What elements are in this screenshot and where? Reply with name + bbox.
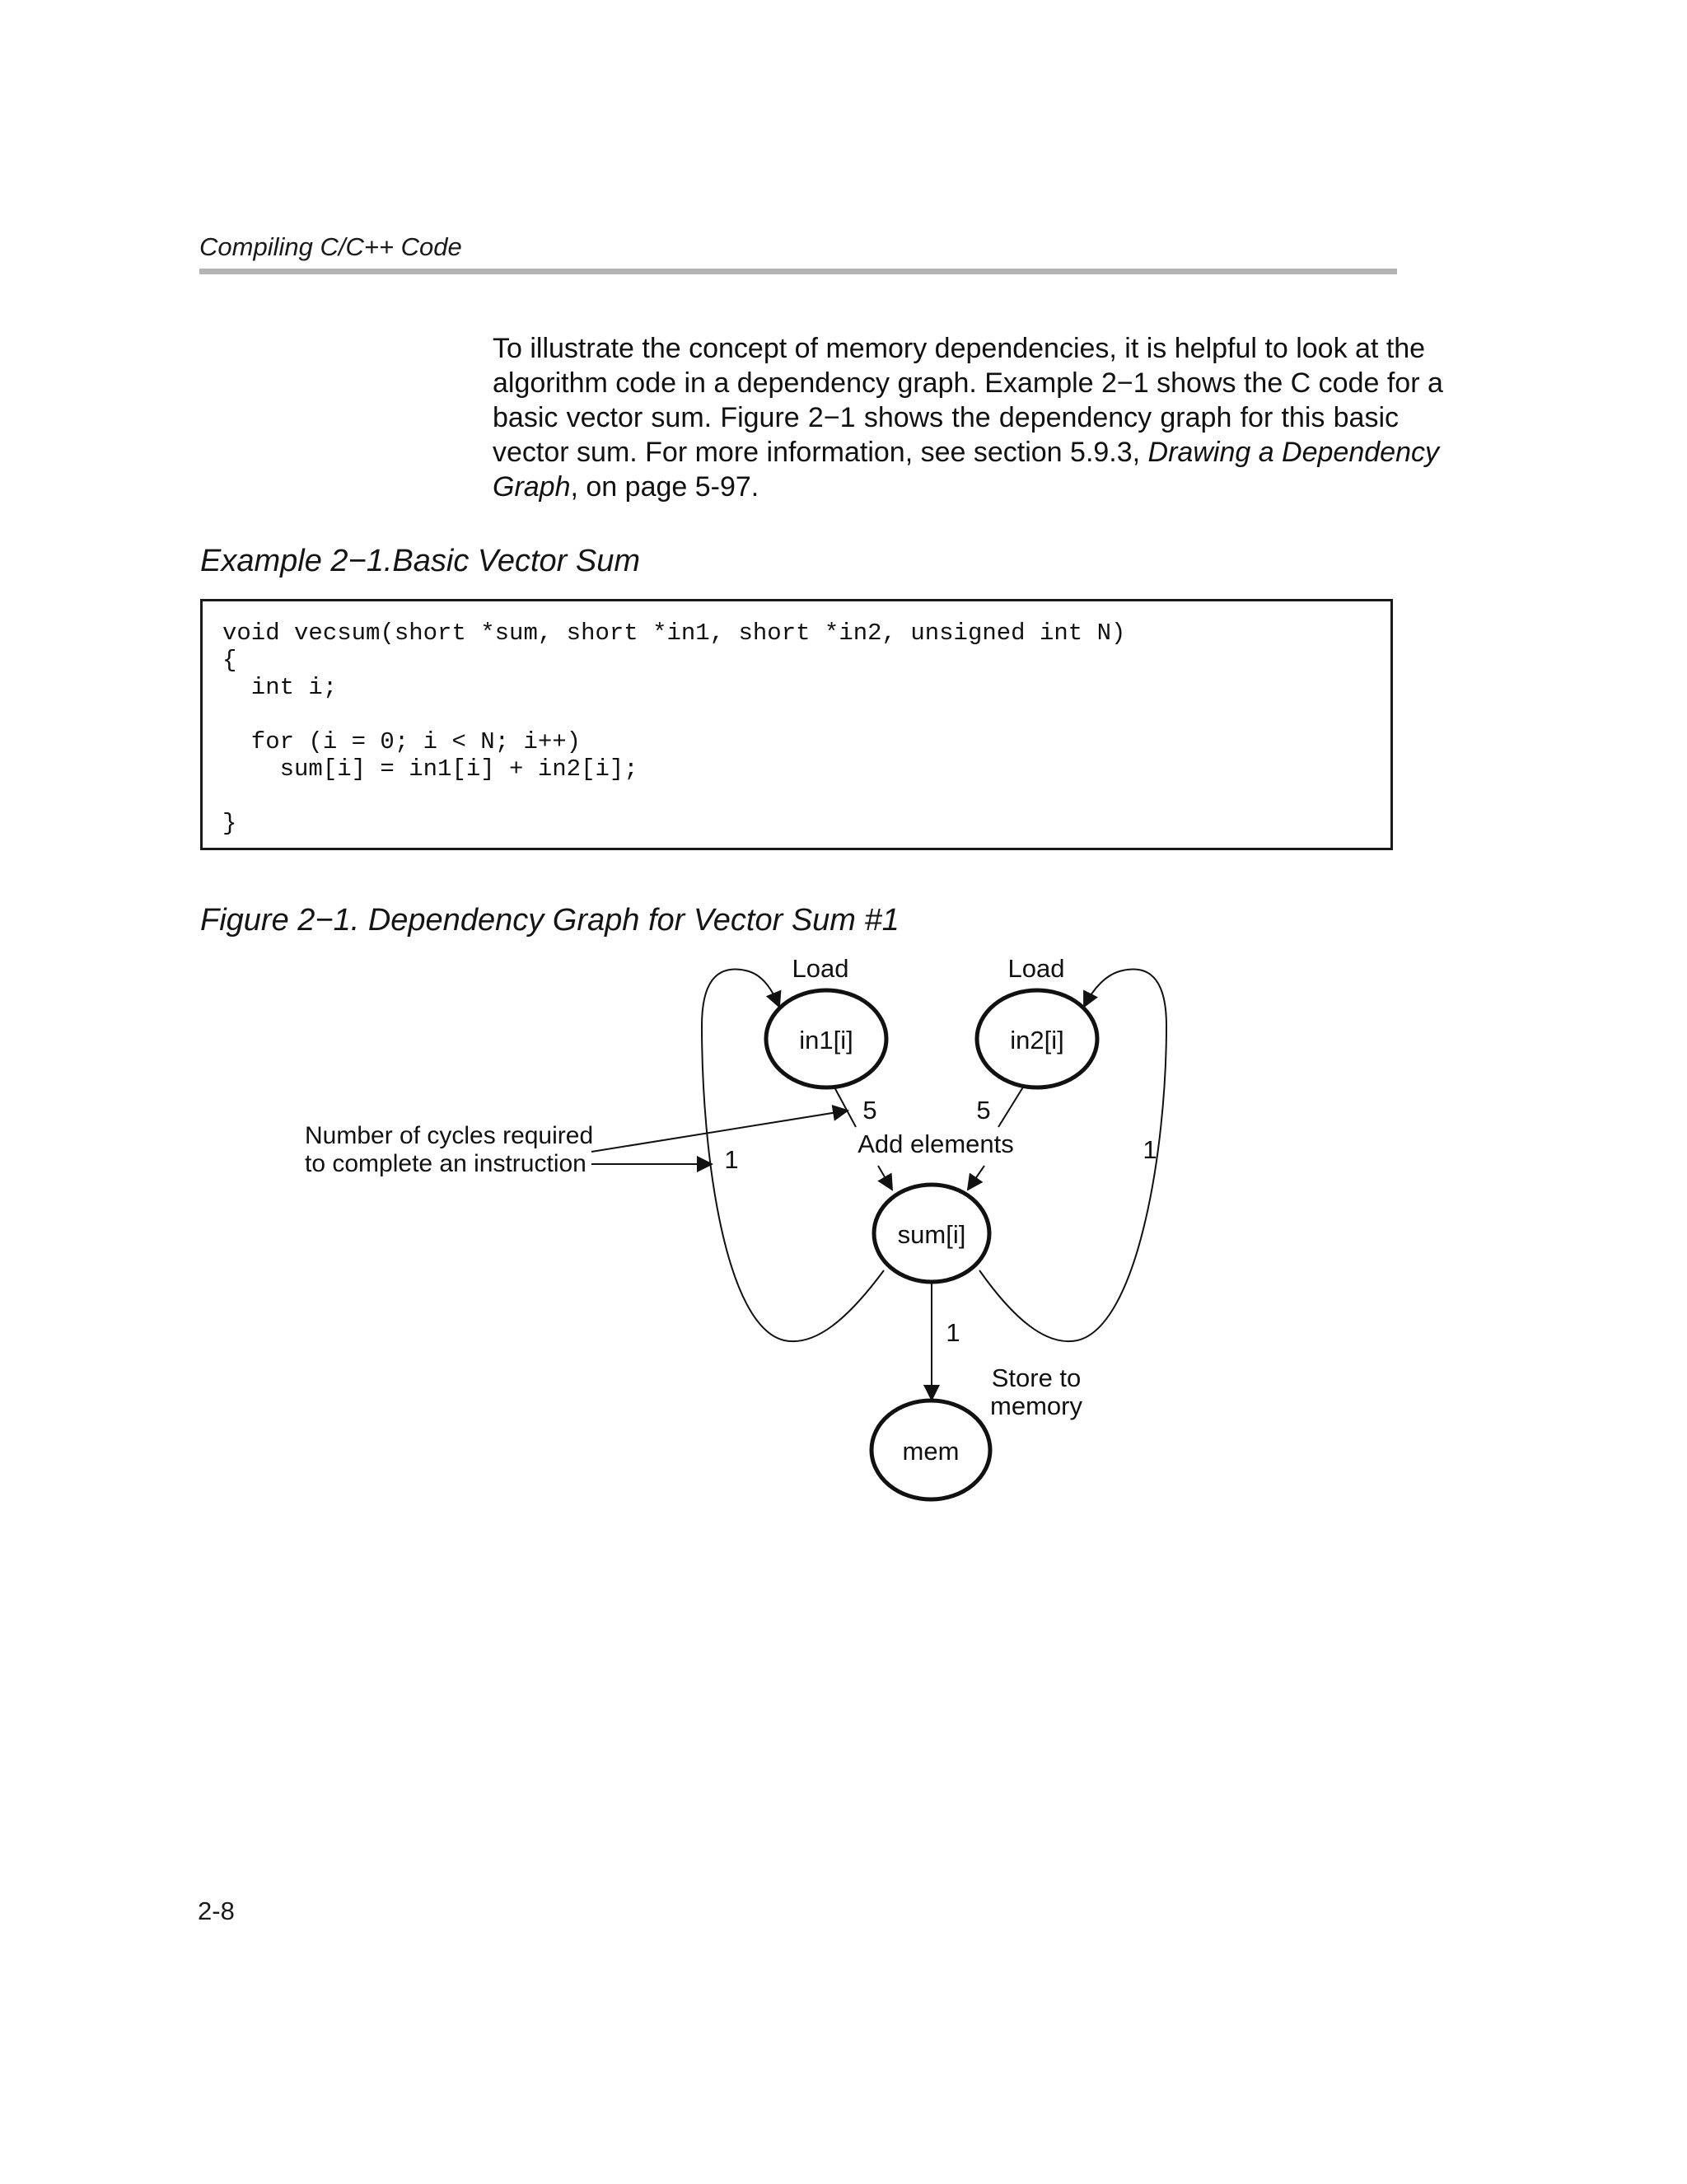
add-elements-label: Add elements	[858, 1129, 1014, 1158]
figure-caption: Figure 2−1. Dependency Graph for Vector Sum #1	[200, 903, 900, 938]
cycles-note-line2: to complete an instruction	[305, 1150, 586, 1177]
intro-line: algorithm code in a dependency graph. Example 2−1 shows the C code for a	[493, 367, 1443, 399]
page-number: 2-8	[198, 1896, 235, 1925]
page-reference: , on page 5-97.	[570, 471, 759, 503]
edge-in2-to-add	[998, 1086, 1024, 1127]
load-label-left: Load	[792, 954, 849, 983]
edge-weight-in2: 5	[976, 1096, 991, 1125]
intro-line: vector sum. For more information, see section 5.9.3,	[493, 437, 1148, 468]
node-in2-label: in2[i]	[1010, 1026, 1064, 1055]
intro-line: To illustrate the concept of memory dependencies, it is helpful to look at the	[493, 333, 1426, 364]
node-sum-label: sum[i]	[897, 1220, 966, 1249]
store-label-line2: memory	[990, 1391, 1082, 1420]
arrow-in2-to-sum	[968, 1166, 984, 1190]
node-mem-label: mem	[902, 1437, 960, 1466]
note-pointer-upper	[591, 1111, 848, 1152]
section-reference-title: Drawing a Dependency	[1147, 437, 1439, 468]
arrow-in1-to-sum	[878, 1166, 892, 1190]
section-reference-title-cont: Graph	[493, 471, 571, 503]
edge-weight-in1: 5	[862, 1096, 877, 1125]
edge-weight-sum-mem: 1	[946, 1318, 960, 1347]
code-listing: void vecsum(short *sum, short *in1, short *in2, unsigned int N) { int i; for (i = 0; i < N; i++) sum[i] = in1[i] + in2[i]; }	[222, 620, 1126, 837]
running-header: Compiling C/C++ Code	[199, 232, 462, 261]
edge-weight-loop-left: 1	[724, 1145, 739, 1174]
cycles-note-line1: Number of cycles required	[305, 1122, 594, 1149]
intro-line: basic vector sum. Figure 2−1 shows the dependency graph for this basic	[493, 402, 1399, 433]
store-label-line1: Store to	[991, 1363, 1082, 1392]
edge-weight-loop-right: 1	[1143, 1135, 1157, 1164]
edge-in1-to-add	[834, 1086, 856, 1127]
load-label-right: Load	[1007, 954, 1065, 983]
node-in1-label: in1[i]	[799, 1026, 853, 1055]
example-caption: Example 2−1.Basic Vector Sum	[200, 544, 641, 578]
